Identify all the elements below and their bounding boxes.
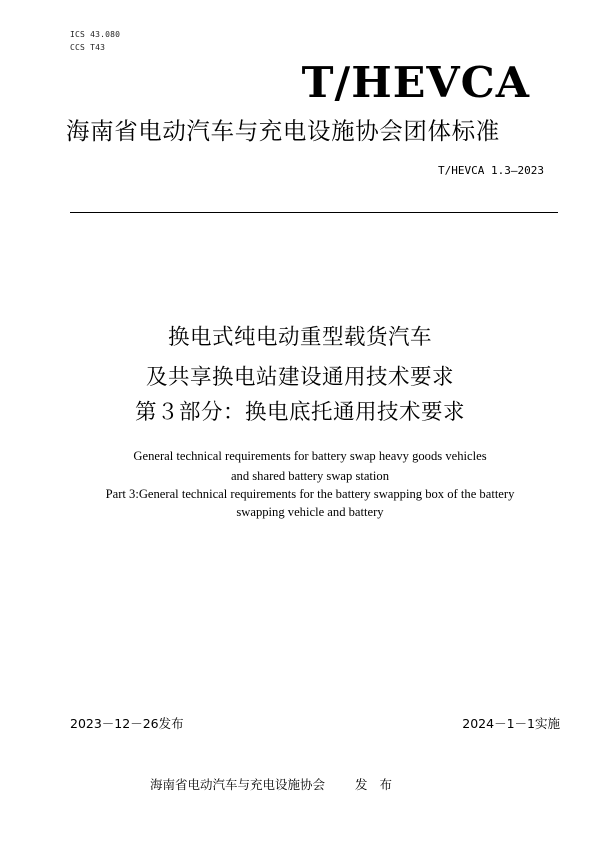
organization-title: 海南省电动汽车与充电设施协会团体标准 <box>66 117 500 145</box>
english-title-line-2: and shared battery swap station <box>230 469 390 483</box>
ccs-code: CCS T43 <box>70 43 106 52</box>
implementation-date: 2024－1－1实施 <box>462 716 560 731</box>
publisher-name: 海南省电动汽车与充电设施协会 <box>150 777 326 792</box>
english-title-line-1: General technical requirements for battery swap heavy goods vehicles <box>133 449 487 463</box>
publisher-line <box>150 776 460 794</box>
chinese-title-line-3: 第３部分：换电底托通用技术要求 <box>134 400 465 425</box>
standard-mark: T/HEVCA <box>301 58 530 107</box>
english-title-line-3: Part 3:General technical requirements for the battery swapping box of the battery <box>105 487 515 501</box>
chinese-title-line-2: 及共享换电站建设通用技术要求 <box>145 365 454 390</box>
issue-date: 2023－12－26发布 <box>70 716 184 731</box>
english-title-line-4: swapping vehicle and battery <box>236 505 384 519</box>
publish-label: 发 布 <box>355 777 396 792</box>
header-divider <box>70 212 558 213</box>
ics-code: ICS 43.080 <box>70 30 121 39</box>
standard-number: T/HEVCA 1.3—2023 <box>438 164 544 177</box>
chinese-title-line-1: 换电式纯电动重型载货汽车 <box>167 325 432 350</box>
